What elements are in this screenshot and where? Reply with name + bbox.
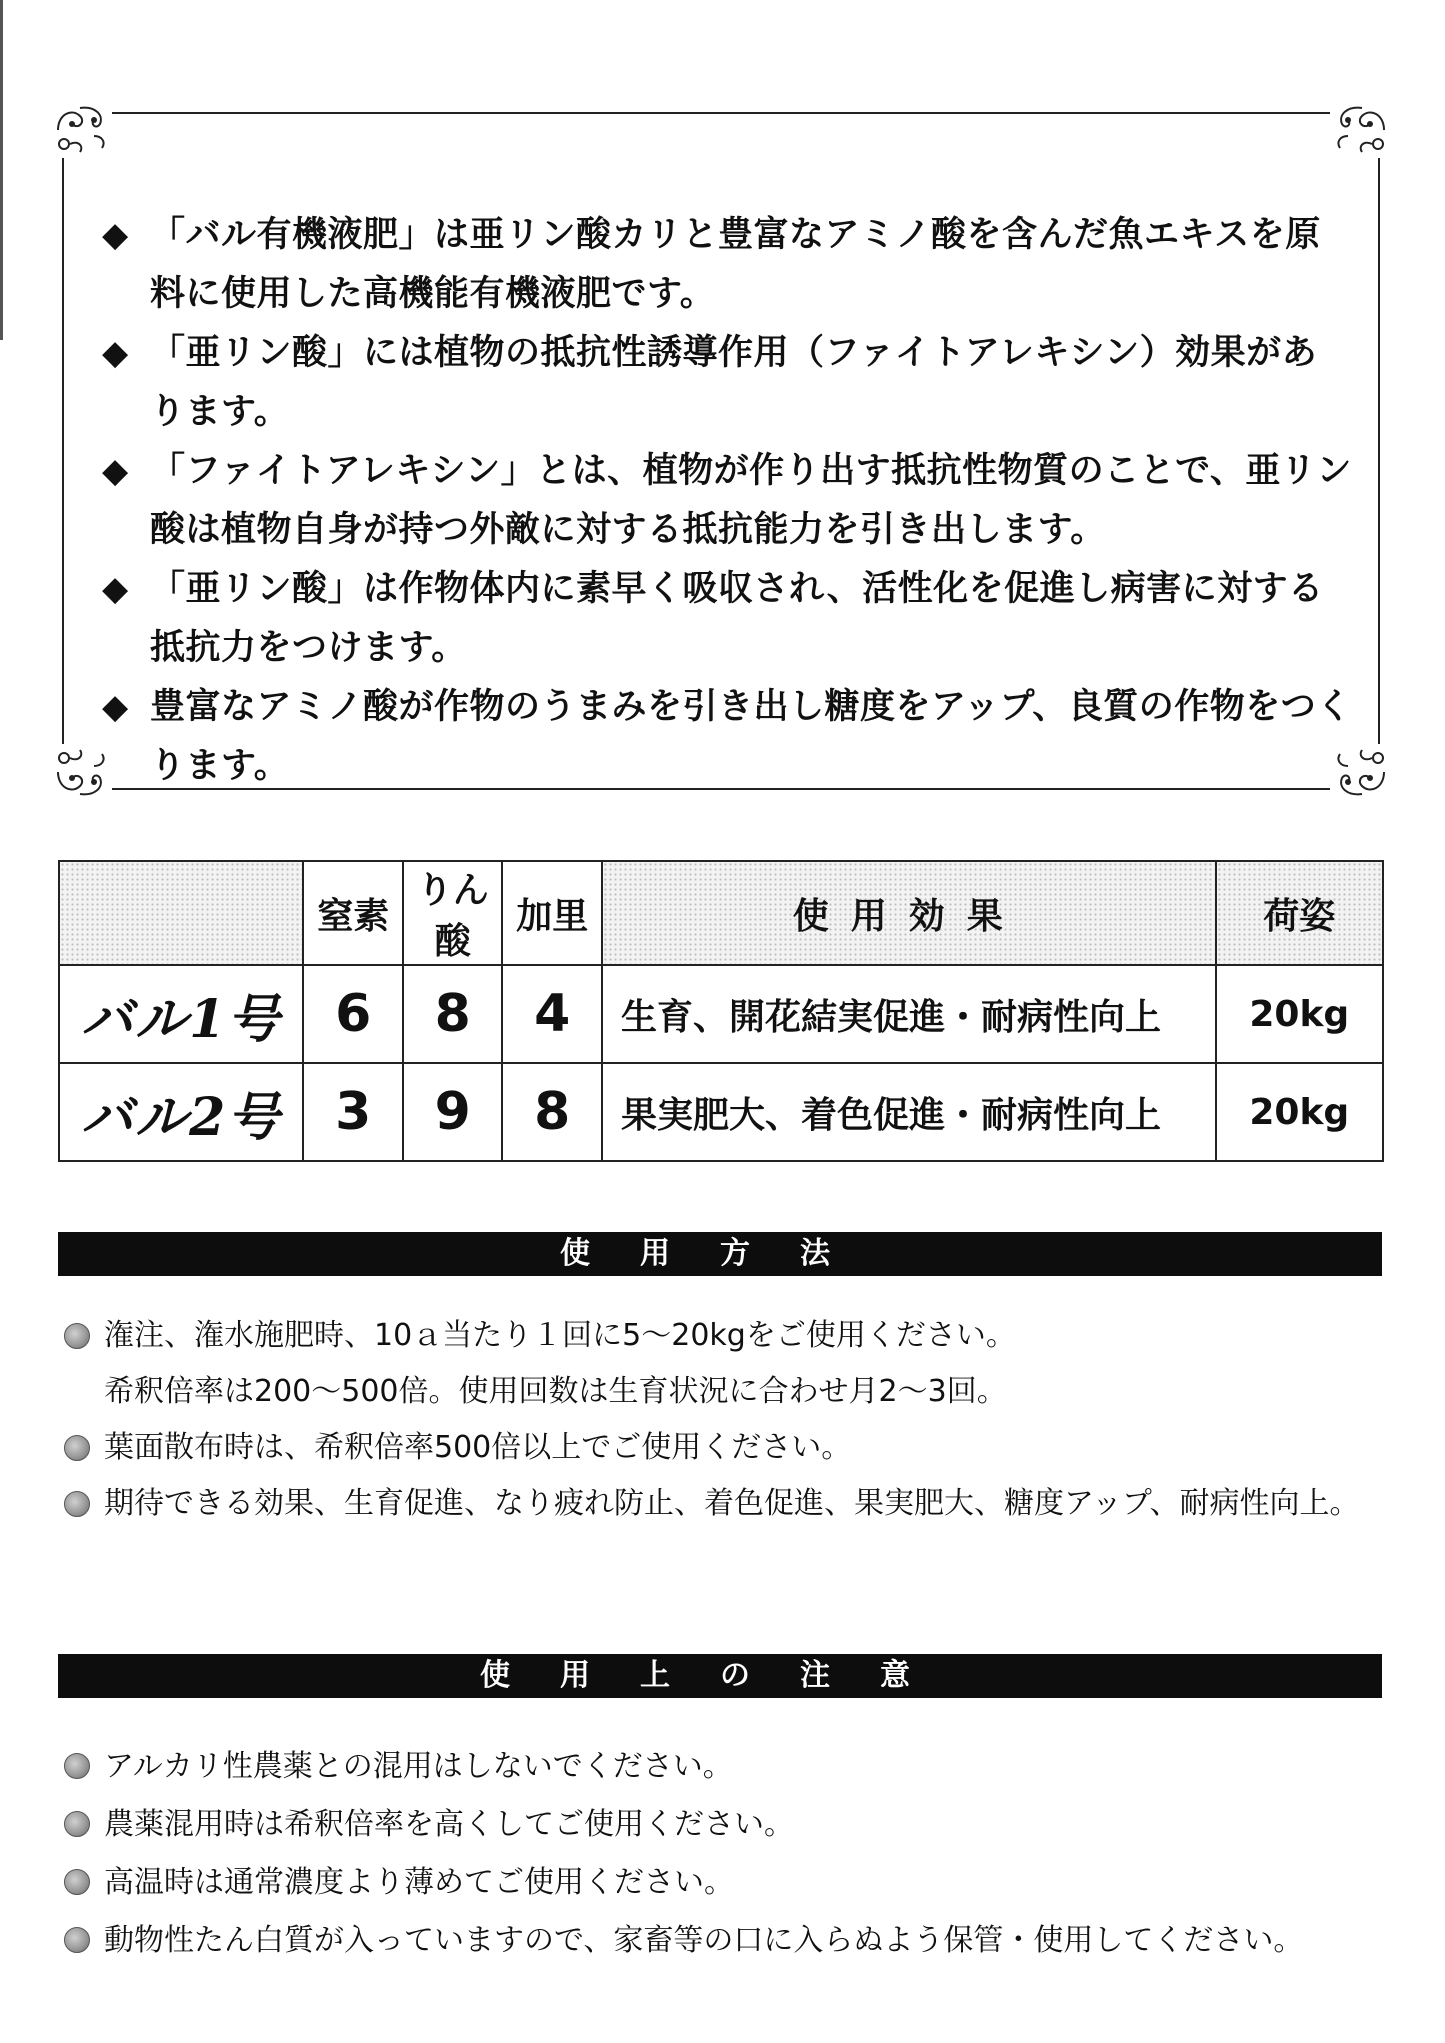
list-item-continuation: 希釈倍率は200〜500倍。使用回数は生育状況に合わせ月2〜3回。 <box>104 1374 1007 1409</box>
list-item: 動物性たん白質が入っていますので、家畜等の口に入らぬよう保管・使用してください。 <box>58 1912 1388 1970</box>
gray-ball-bullet-icon <box>64 1811 90 1837</box>
gray-ball-bullet-icon <box>64 1491 90 1517</box>
feature-item: ◆ 「亜リン酸」には植物の抵抗性誘導作用（ファイトアレキシン）効果があります。 <box>102 324 1352 442</box>
table-row <box>59 965 1383 1063</box>
product-name: バル2号 <box>59 1063 303 1161</box>
nitrogen-value: 3 <box>303 1063 403 1161</box>
scroll-flourish-icon <box>50 100 112 158</box>
effect-value: 生育、開花結実促進・耐病性向上 <box>602 965 1216 1063</box>
potash-value: 4 <box>502 965 602 1063</box>
list-item: アルカリ性農薬との混用はしないでください。 <box>58 1738 1388 1796</box>
product-name: バル1号 <box>59 965 303 1063</box>
feature-item: ◆ 「バル有機液肥」は亜リン酸カリと豊富なアミノ酸を含んだ魚エキスを原料に使用した高機能有機液肥です。 <box>102 206 1352 324</box>
gray-ball-bullet-icon <box>64 1869 90 1895</box>
feature-box <box>62 112 1380 790</box>
list-item: 期待できる効果、生育促進、なり疲れ防止、着色促進、果実肥大、糖度アップ、耐病性向上。 <box>58 1476 1388 1532</box>
product-table <box>58 860 1384 1162</box>
feature-item: ◆ 豊富なアミノ酸が作物のうまみを引き出し糖度をアップ、良質の作物をつくります。 <box>102 678 1352 796</box>
header-blank-cell <box>59 861 303 965</box>
phosphate-value: 9 <box>403 1063 503 1161</box>
scan-edge-line <box>0 0 3 340</box>
header-nitrogen: 窒素 <box>303 861 403 965</box>
header-phosphate: りん酸 <box>403 861 503 965</box>
diamond-bullet-icon: ◆ <box>102 333 129 373</box>
diamond-bullet-icon: ◆ <box>102 569 129 609</box>
gray-ball-bullet-icon <box>64 1323 90 1349</box>
table-header-row <box>59 861 1383 965</box>
potash-value: 8 <box>502 1063 602 1161</box>
header-potash: 加里 <box>502 861 602 965</box>
gray-ball-bullet-icon <box>64 1435 90 1461</box>
feature-item: ◆ 「亜リン酸」は作物体内に素早く吸収され、活性化を促進し病害に対する抵抗力をつけます。 <box>102 560 1352 678</box>
caution-section-title: 使用上の注意 <box>58 1654 1382 1698</box>
table-row <box>59 1063 1383 1161</box>
gray-ball-bullet-icon <box>64 1927 90 1953</box>
diamond-bullet-icon: ◆ <box>102 687 129 727</box>
diamond-bullet-icon: ◆ <box>102 451 129 491</box>
usage-list <box>58 1308 1388 1532</box>
list-item: 潅注、潅水施肥時、10ａ当たり１回に5〜20kgをご使用ください。 <box>58 1308 1388 1364</box>
effect-value: 果実肥大、着色促進・耐病性向上 <box>602 1063 1216 1161</box>
diamond-bullet-icon: ◆ <box>102 215 129 255</box>
phosphate-value: 8 <box>403 965 503 1063</box>
list-item: 高温時は通常濃度より薄めてご使用ください。 <box>58 1854 1388 1912</box>
gray-ball-bullet-icon <box>64 1753 90 1779</box>
caution-list <box>58 1738 1388 1970</box>
header-package: 荷姿 <box>1216 861 1383 965</box>
scroll-flourish-icon <box>1330 100 1392 158</box>
package-value: 20kg <box>1216 965 1383 1063</box>
header-effect: 使用効果 <box>602 861 1216 965</box>
list-item: 葉面散布時は、希釈倍率500倍以上でご使用ください。 <box>58 1420 1388 1476</box>
feature-list <box>102 206 1352 796</box>
nitrogen-value: 6 <box>303 965 403 1063</box>
usage-section-title: 使用方法 <box>58 1232 1382 1276</box>
feature-item: ◆ 「ファイトアレキシン」とは、植物が作り出す抵抗性物質のことで、亜リン酸は植物自身が持つ外敵に対する抵抗能力を引き出します。 <box>102 442 1352 560</box>
package-value: 20kg <box>1216 1063 1383 1161</box>
list-item: 農薬混用時は希釈倍率を高くしてご使用ください。 <box>58 1796 1388 1854</box>
